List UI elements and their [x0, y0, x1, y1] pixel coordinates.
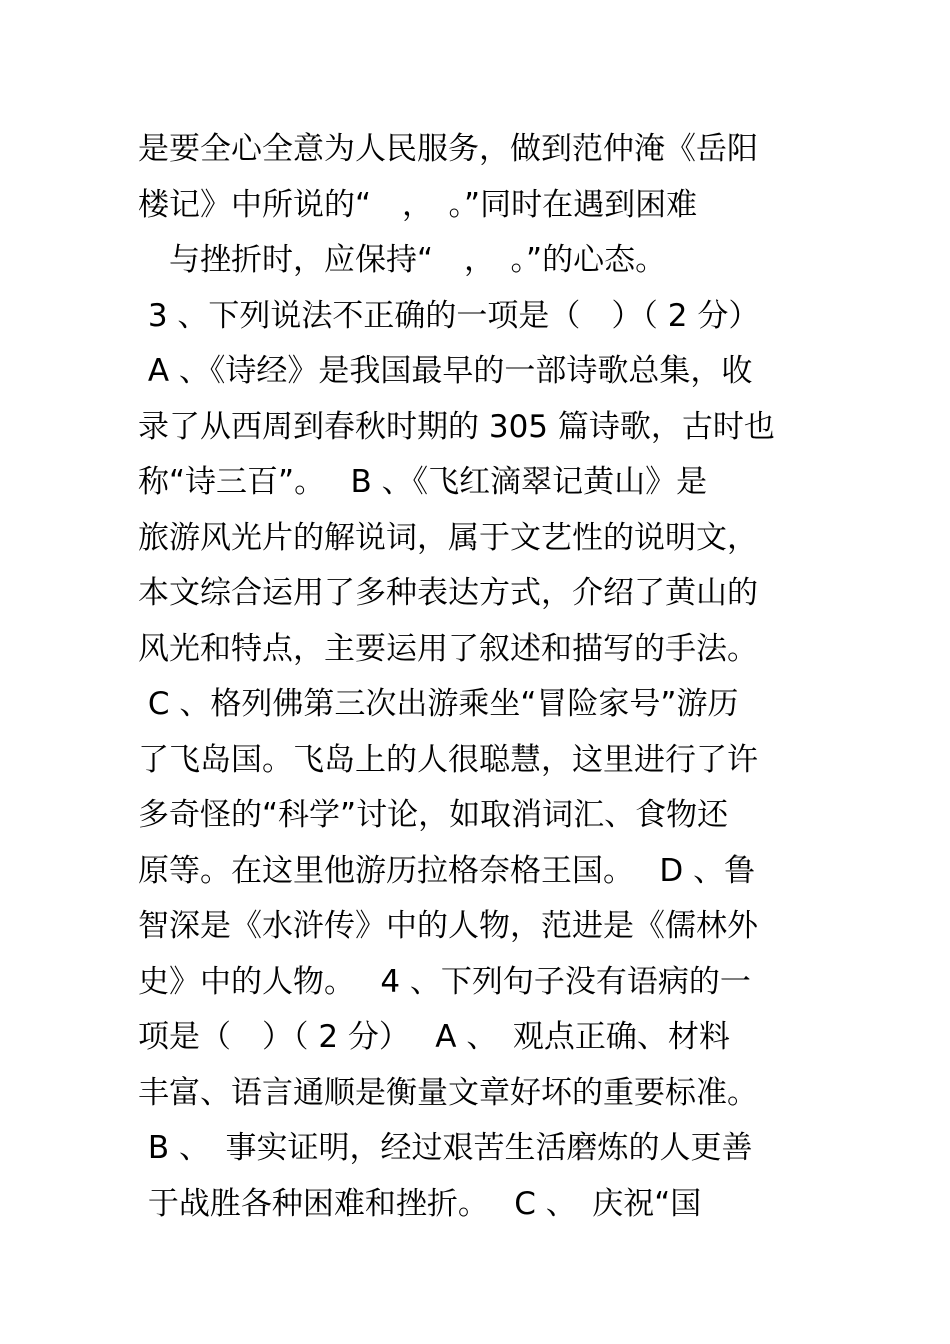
text-line: 楼记》中所说的“ ， 。”同时在遇到困难 — [138, 186, 698, 223]
text-line: 旅游风光片的解说词，属于文艺性的说明文， — [138, 519, 758, 556]
text-line: 丰富、语言通顺是衡量文章好坏的重要标准。 — [138, 1074, 758, 1111]
text-line: 风光和特点，主要运用了叙述和描写的手法。 — [138, 630, 758, 667]
text-line: C 、格列佛第三次出游乘坐“冒险家号”游历 — [138, 686, 739, 722]
text-line: 多奇怪的“科学”讨论，如取消词汇、食物还 — [138, 797, 729, 833]
text-line: B 、 事实证明，经过艰苦生活磨炼的人更善 — [138, 1130, 753, 1166]
text-line: 了飞岛国。飞岛上的人很聪慧，这里进行了许 — [138, 741, 758, 778]
text-line: 于战胜各种困难和挫折。 C 、 庆祝“国 — [138, 1185, 702, 1222]
text-line: A 、《诗经》是我国最早的一部诗歌总集，收 — [138, 353, 753, 389]
text-line: 史》中的人物。 4 、下列句子没有语病的一 — [138, 963, 751, 1000]
text-line: 本文综合运用了多种表达方式，介绍了黄山的 — [138, 575, 758, 611]
text-line: 与挫折时，应保持“ ， 。”的心态。 — [138, 242, 667, 278]
text-line: 3 、下列说法不正确的一项是（ ）（ 2 分） — [138, 297, 760, 334]
text-line: 项是（ ）（ 2 分） A 、 观点正确、材料 — [138, 1019, 730, 1055]
text-line: 智深是《水浒传》中的人物，范进是《儒林外 — [138, 908, 758, 944]
text-line: 是要全心全意为人民服务，做到范仲淹《岳阳 — [138, 131, 758, 167]
text-line: 原等。在这里他游历拉格奈格王国。 D 、鲁 — [138, 852, 756, 889]
text-line: 称“诗三百”。 B 、《飞红滴翠记黄山》是 — [138, 464, 708, 500]
document-text — [138, 122, 818, 1232]
text-line: 录了从西周到春秋时期的 305 篇诗歌，古时也 — [138, 408, 775, 445]
